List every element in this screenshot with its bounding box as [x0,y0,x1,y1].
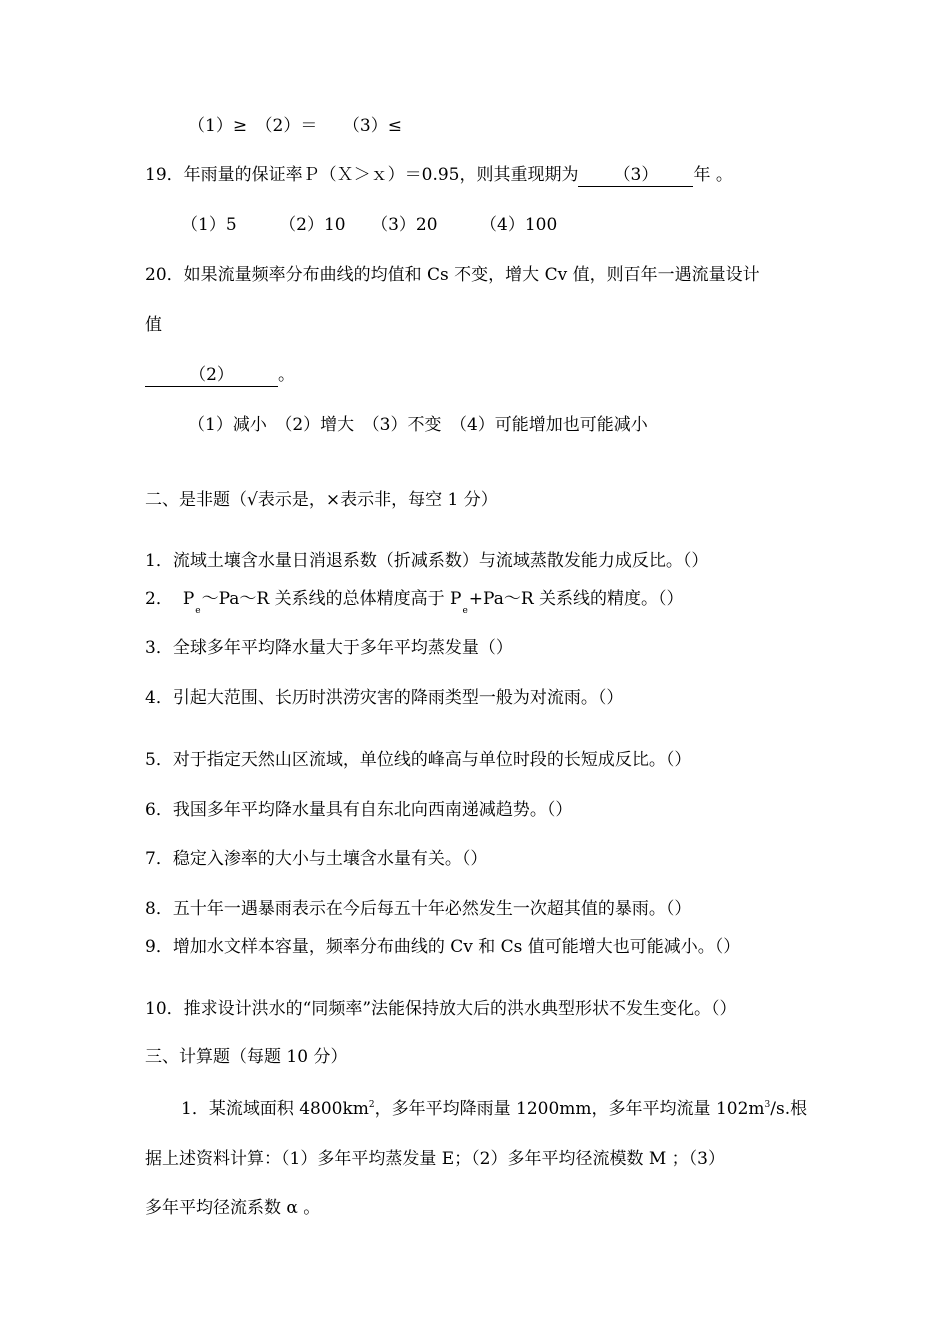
section2-title: 二、是非题（√表示是，×表示非，每空 1 分） [145,490,498,510]
calc-q1-line2: 据上述资料计算：（1）多年平均蒸发量 E；（2）多年平均径流模数 M ；（3） [145,1149,725,1169]
section3-title: 三、计算题（每题 10 分） [145,1047,348,1067]
calc-q1-unit: /s.根 [770,1099,808,1119]
q20-options: （1）减小 （2）增大 （3）不变 （4）可能增加也可能减小 [188,415,648,435]
calc-q1-line1 [181,1098,807,1123]
question-19 [145,164,733,187]
q19-suffix: 年 。 [693,165,733,185]
q19-prefix: 19．年雨量的保证率Ｐ（Ｘ＞ｘ）＝0.95，则其重现期为 [145,165,579,185]
calc-q1-line3: 多年平均径流系数 α 。 [145,1198,321,1218]
tf-item-4: 4．引起大范围、长历时洪涝灾害的降雨类型一般为对流雨。（） [145,688,624,708]
q20-line3 [145,364,295,387]
tf-item-9: 9．增加水文样本容量，频率分布曲线的 Cv 和 Cs 值可能增大也可能减小。（） [145,937,741,957]
q18-options: （1）≥ （2）＝ （3）≤ [188,116,402,136]
tf-item-6: 6．我国多年平均降水量具有自东北向西南递减趋势。（） [145,800,573,820]
q19-options: （1）5 （2）10 （3）20 （4）100 [181,215,558,235]
tf-item-2-sub1: e [195,606,201,616]
calc-q1-sup-flow: 3 [764,1100,771,1110]
calc-q1-rain-flow: ，多年平均降雨量 1200mm，多年平均流量 102m [374,1099,765,1119]
tf-item-2 [145,588,684,616]
tf-item-8: 8．五十年一遇暴雨表示在今后每五十年必然发生一次超其值的暴雨。（） [145,899,692,919]
q19-answer-blank: （3） [578,164,693,187]
calc-q1-area: 1．某流域面积 4800km [181,1099,369,1119]
tf-item-2-sub2: e [462,606,468,616]
tf-item-1: 1．流域土壤含水量日消退系数（折减系数）与流域蒸散发能力成反比。（） [145,551,709,571]
tf-item-5: 5．对于指定天然山区流域，单位线的峰高与单位时段的长短成反比。（） [145,750,692,770]
tf-item-2-mid: ～Pa～R 关系线的总体精度高于 P [201,589,462,609]
q20-suffix: 。 [278,365,295,385]
q20-answer-blank: （2） [145,364,278,387]
q20-line1: 20．如果流量频率分布曲线的均值和 Cs 不变，增大 Cv 值，则百年一遇流量设计 [145,265,760,285]
tf-item-10: 10．推求设计洪水的“同频率”法能保持放大后的洪水典型形状不发生变化。（） [145,999,737,1019]
q20-line2: 值 [145,315,162,335]
tf-item-3: 3．全球多年平均降水量大于多年平均蒸发量（） [145,638,513,658]
calc-q1-sup-area: 2 [368,1100,375,1110]
tf-item-2-end: +Pa～R 关系线的精度。（） [468,589,684,609]
tf-item-2-p: P [182,589,195,609]
tf-item-2-num: 2． [145,589,173,609]
tf-item-7: 7．稳定入渗率的大小与土壤含水量有关。（） [145,849,488,869]
